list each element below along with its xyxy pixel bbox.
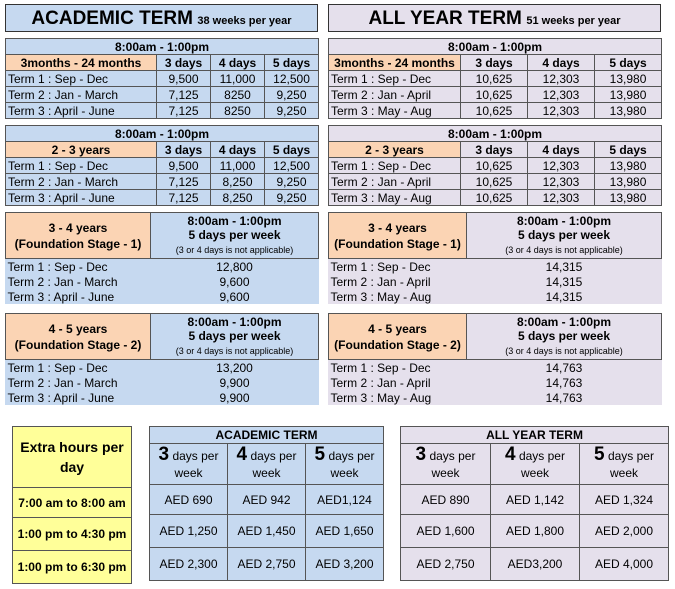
age-group-label: 3months - 24 months: [329, 55, 461, 71]
age-group-label: 2 - 3 years: [6, 142, 157, 158]
fee-cell: 10,625: [461, 174, 528, 190]
fee-cell: AED 942: [228, 485, 306, 515]
academic-term-subtitle: 38 weeks per year: [197, 15, 292, 27]
term-label: Term 2 : Jan - March: [6, 174, 157, 190]
fee-cell: 9,600: [219, 274, 250, 289]
fee-cell: 13,980: [595, 87, 662, 103]
col-header: 4 days: [528, 55, 595, 71]
days-per-week-header: 3 days per week: [401, 444, 491, 485]
table-row: [329, 158, 662, 174]
fee-cell: 13,980: [595, 103, 662, 119]
table-row: [6, 71, 319, 87]
age-group-label: 3 - 4 years (Foundation Stage - 1): [329, 213, 467, 259]
extra-hours-labels: [12, 426, 132, 584]
table-row: [150, 548, 384, 581]
fee-cell: 10,625: [461, 87, 528, 103]
all-year-term-header: [328, 4, 661, 32]
fee-cell: AED1,124: [306, 485, 384, 515]
term-label: Term 2 : Jan - April: [329, 87, 461, 103]
time-slot-label: 1:00 pm to 6:30 pm: [13, 551, 132, 584]
col-header: 5 days: [595, 55, 662, 71]
table-row: [6, 103, 319, 119]
term-label: Term 1 : Sep - Dec: [329, 158, 461, 174]
table-row: [329, 87, 662, 103]
fee-cell: AED 2,300: [150, 548, 228, 581]
table-row: [401, 515, 669, 548]
fee-cell: AED 2,750: [401, 548, 491, 581]
academic-fs2-table: [5, 313, 319, 405]
fee-cell: 9,250: [265, 87, 319, 103]
fee-cell: 9,250: [265, 174, 319, 190]
fee-cell: AED 1,450: [228, 515, 306, 548]
col-header: 5 days: [595, 142, 662, 158]
all-year-term-label: ALL YEAR TERM: [401, 427, 669, 444]
fee-cell: 12,303: [528, 71, 595, 87]
fee-cell: 8,250: [211, 190, 265, 206]
extra-hours-all-year-table: [400, 426, 669, 581]
fee-cell: AED 1,142: [491, 485, 580, 515]
extra-hours-title: Extra hours per day: [13, 427, 132, 488]
table-row: [401, 485, 669, 515]
fee-cell: AED 1,324: [580, 485, 669, 515]
fee-cell: 9,250: [265, 190, 319, 206]
term-label: Term 1 : Sep - Dec: [6, 71, 157, 87]
academic-term-label: ACADEMIC TERM: [150, 427, 384, 444]
days-per-week-header: 5 days per week: [580, 444, 669, 485]
col-header: 3 days: [157, 55, 211, 71]
days-per-week-header: 3 days per week: [150, 444, 228, 485]
academic-term-title: ACADEMIC TERM: [31, 8, 193, 29]
age-group-label: 3 - 4 years (Foundation Stage - 1): [6, 213, 151, 259]
fee-cell: AED 1,800: [491, 515, 580, 548]
age-group-label: 4 - 5 years (Foundation Stage - 2): [329, 314, 467, 360]
fee-cell: 8250: [211, 103, 265, 119]
table-row: [6, 390, 319, 405]
fee-cell: 12,303: [528, 103, 595, 119]
schedule-header: 8:00am - 1:00pm 5 days per week (3 or 4 days is not applicable): [151, 314, 319, 360]
fee-cell: 7,125: [157, 174, 211, 190]
table-row: [329, 375, 662, 390]
time-header: 8:00am - 1:00pm: [6, 126, 319, 142]
fee-cell: AED 2,750: [228, 548, 306, 581]
all-year-infant-table: [328, 38, 662, 119]
fee-cell: 10,625: [461, 158, 528, 174]
term-label: Term 3 : May - Aug: [329, 190, 461, 206]
table-row: [6, 274, 319, 289]
term-label: Term 3 : May - Aug: [329, 103, 461, 119]
fee-cell: 12,800: [216, 259, 253, 274]
table-row: [329, 71, 662, 87]
term-label: Term 3 : April - June: [7, 390, 115, 405]
term-label: Term 1 : Sep - Dec: [330, 259, 431, 274]
fee-cell: 12,303: [528, 158, 595, 174]
table-row: [6, 360, 319, 376]
days-per-week-header: 4 days per week: [491, 444, 580, 485]
fee-cell: 12,303: [528, 174, 595, 190]
fee-cell: 14,763: [545, 360, 583, 375]
age-group-label: 4 - 5 years (Foundation Stage - 2): [6, 314, 151, 360]
fee-cell: 10,625: [461, 103, 528, 119]
fee-cell: 7,125: [157, 87, 211, 103]
time-header: 8:00am - 1:00pm: [6, 39, 319, 55]
all-year-term-subtitle: 51 weeks per year: [526, 15, 621, 27]
time-slot-label: 1:00 pm to 4:30 pm: [13, 518, 132, 551]
term-label: Term 1 : Sep - Dec: [329, 71, 461, 87]
days-per-week-header: 5 days per week: [306, 444, 384, 485]
table-row: [329, 274, 662, 289]
time-header: 8:00am - 1:00pm: [329, 126, 662, 142]
term-label: Term 1 : Sep - Dec: [7, 360, 108, 375]
schedule-header: 8:00am - 1:00pm 5 days per week (3 or 4 days is not applicable): [467, 213, 662, 259]
fee-cell: 12,303: [528, 190, 595, 206]
col-header: 4 days: [211, 142, 265, 158]
fee-cell: 8250: [211, 87, 265, 103]
fee-cell: 9,900: [219, 375, 250, 390]
term-label: Term 2 : Jan - April: [329, 174, 461, 190]
table-row: [6, 87, 319, 103]
fee-cell: 9,250: [265, 103, 319, 119]
col-header: 3 days: [461, 142, 528, 158]
col-header: 5 days: [265, 142, 319, 158]
term-label: Term 3 : April - June: [7, 289, 115, 304]
fee-cell: 14,763: [545, 390, 583, 405]
fee-cell: AED3,200: [491, 548, 580, 581]
term-label: Term 2 : Jan - March: [6, 87, 157, 103]
table-row: [329, 174, 662, 190]
table-row: [6, 174, 319, 190]
table-row: [6, 289, 319, 304]
fee-cell: 14,763: [545, 375, 583, 390]
term-label: Term 2 : Jan - March: [7, 375, 118, 390]
academic-toddler-table: [5, 125, 319, 206]
age-group-label: 3months - 24 months: [6, 55, 157, 71]
fee-cell: 12,500: [265, 158, 319, 174]
fee-cell: 12,303: [528, 87, 595, 103]
fee-cell: 11,000: [211, 71, 265, 87]
col-header: 3 days: [157, 142, 211, 158]
academic-term-header: [5, 4, 318, 32]
term-label: Term 1 : Sep - Dec: [330, 360, 431, 375]
table-row: [329, 259, 662, 275]
fee-cell: 13,200: [216, 360, 253, 375]
table-row: [401, 548, 669, 581]
time-slot-label: 7:00 am to 8:00 am: [13, 488, 132, 518]
extra-hours-academic-table: [149, 426, 384, 581]
term-label: Term 1 : Sep - Dec: [6, 158, 157, 174]
term-label: Term 2 : Jan - April: [330, 274, 431, 289]
table-row: [329, 289, 662, 304]
table-row: [150, 485, 384, 515]
all-year-term-title: ALL YEAR TERM: [368, 8, 522, 29]
table-row: [329, 103, 662, 119]
table-row: [6, 375, 319, 390]
term-label: Term 3 : May - Aug: [330, 289, 432, 304]
col-header: 4 days: [211, 55, 265, 71]
all-year-toddler-table: [328, 125, 662, 206]
term-label: Term 1 : Sep - Dec: [7, 259, 108, 274]
days-per-week-header: 4 days per week: [228, 444, 306, 485]
fee-cell: 9,600: [219, 289, 250, 304]
table-row: [329, 190, 662, 206]
table-row: [6, 158, 319, 174]
academic-infant-table: [5, 38, 319, 119]
fee-cell: AED 3,200: [306, 548, 384, 581]
academic-fs1-table: [5, 212, 319, 304]
fee-cell: 9,900: [219, 390, 250, 405]
col-header: 4 days: [528, 142, 595, 158]
fee-cell: 8,250: [211, 174, 265, 190]
term-label: Term 3 : May - Aug: [330, 390, 432, 405]
fee-cell: AED 890: [401, 485, 491, 515]
fee-cell: 7,125: [157, 103, 211, 119]
table-row: [329, 390, 662, 405]
all-year-fs2-table: [328, 313, 662, 405]
col-header: 5 days: [265, 55, 319, 71]
fee-cell: 13,980: [595, 158, 662, 174]
fee-cell: AED 4,000: [580, 548, 669, 581]
term-label: Term 2 : Jan - April: [330, 375, 431, 390]
term-label: Term 2 : Jan - March: [7, 274, 118, 289]
fee-cell: 13,980: [595, 71, 662, 87]
fee-cell: AED 1,600: [401, 515, 491, 548]
age-group-label: 2 - 3 years: [329, 142, 461, 158]
schedule-header: 8:00am - 1:00pm 5 days per week (3 or 4 days is not applicable): [151, 213, 319, 259]
fee-cell: 9,500: [157, 158, 211, 174]
fee-cell: 11,000: [211, 158, 265, 174]
fee-cell: 9,500: [157, 71, 211, 87]
table-row: [329, 360, 662, 376]
fee-cell: AED 690: [150, 485, 228, 515]
fee-cell: 10,625: [461, 190, 528, 206]
fee-cell: 13,980: [595, 174, 662, 190]
fee-cell: AED 1,250: [150, 515, 228, 548]
term-label: Term 3 : April - June: [6, 190, 157, 206]
table-row: [6, 259, 319, 275]
col-header: 3 days: [461, 55, 528, 71]
fee-cell: AED 1,650: [306, 515, 384, 548]
table-row: [6, 190, 319, 206]
fee-cell: 14,315: [545, 259, 583, 274]
fee-cell: 10,625: [461, 71, 528, 87]
schedule-header: 8:00am - 1:00pm 5 days per week (3 or 4 days is not applicable): [467, 314, 662, 360]
term-label: Term 3 : April - June: [6, 103, 157, 119]
fee-cell: AED 2,000: [580, 515, 669, 548]
all-year-fs1-table: [328, 212, 662, 304]
time-header: 8:00am - 1:00pm: [329, 39, 662, 55]
fee-cell: 14,315: [545, 274, 583, 289]
fee-cell: 12,500: [265, 71, 319, 87]
fee-cell: 14,315: [545, 289, 583, 304]
table-row: [150, 515, 384, 548]
fee-cell: 13,980: [595, 190, 662, 206]
fee-cell: 7,125: [157, 190, 211, 206]
